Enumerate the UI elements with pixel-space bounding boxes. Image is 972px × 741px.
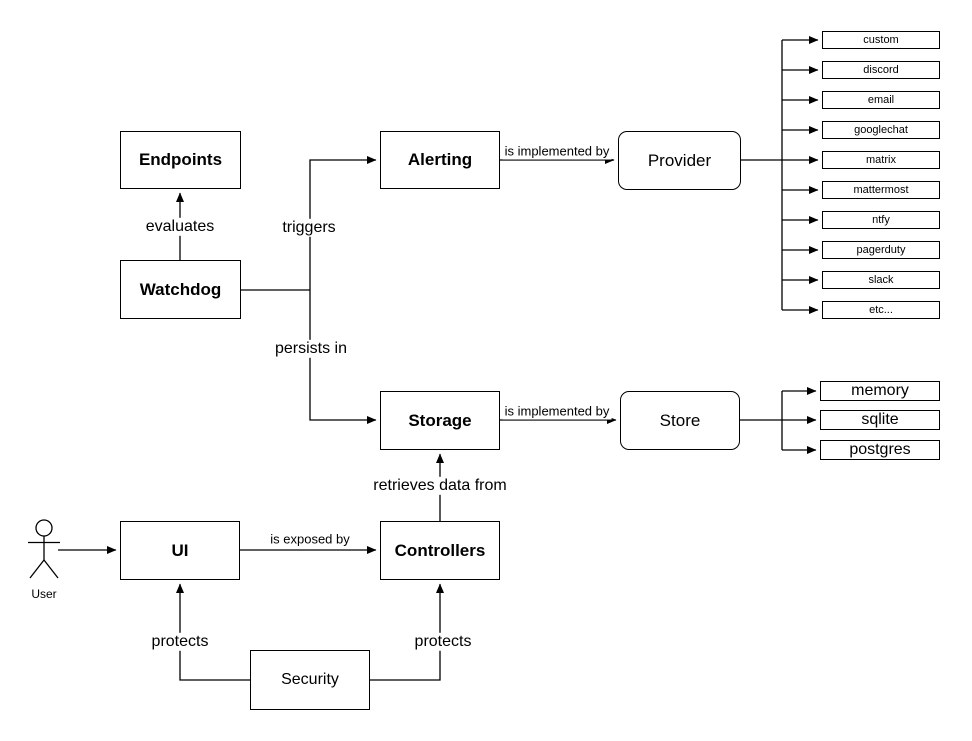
edge-store-bus bbox=[740, 391, 782, 450]
ui-node: UI bbox=[120, 521, 240, 580]
endpoints-node: Endpoints bbox=[120, 131, 241, 189]
edge-label-retrieves-data-from: retrieves data from bbox=[373, 476, 507, 494]
provider-leaf-slack: slack bbox=[822, 271, 940, 289]
provider-leaf-googlechat: googlechat bbox=[822, 121, 940, 139]
user-actor-label: User bbox=[31, 587, 57, 601]
alerting-node: Alerting bbox=[380, 131, 500, 189]
provider-leaf-pagerduty: pagerduty bbox=[822, 241, 940, 259]
edge-label-persists-in: persists in bbox=[274, 339, 348, 357]
edge-label-triggers: triggers bbox=[282, 218, 336, 236]
security-node: Security bbox=[250, 650, 370, 710]
user-actor-icon bbox=[28, 520, 60, 578]
storage-node: Storage bbox=[380, 391, 500, 450]
watchdog-node: Watchdog bbox=[120, 260, 241, 319]
provider-leaf-matrix: matrix bbox=[822, 151, 940, 169]
provider-node: Provider bbox=[618, 131, 741, 190]
edge-label-protects-controllers: protects bbox=[414, 632, 472, 650]
store-leaf-memory: memory bbox=[820, 381, 940, 401]
provider-leaf-custom: custom bbox=[822, 31, 940, 49]
store-node: Store bbox=[620, 391, 740, 450]
provider-leaf-discord: discord bbox=[822, 61, 940, 79]
edge-label-evaluates: evaluates bbox=[145, 217, 215, 235]
provider-leaf-etc: etc... bbox=[822, 301, 940, 319]
provider-leaf-mattermost: mattermost bbox=[822, 181, 940, 199]
provider-leaf-email: email bbox=[822, 91, 940, 109]
edge-label-is-implemented-by-provider: is implemented by bbox=[504, 143, 610, 159]
provider-leaf-ntfy: ntfy bbox=[822, 211, 940, 229]
edge-label-is-exposed-by: is exposed by bbox=[270, 531, 350, 547]
store-leaf-postgres: postgres bbox=[820, 440, 940, 460]
edge-label-protects-ui: protects bbox=[151, 632, 209, 650]
controllers-node: Controllers bbox=[380, 521, 500, 580]
edge-provider-bus bbox=[741, 40, 782, 310]
edge-label-is-implemented-by-store: is implemented by bbox=[504, 403, 610, 419]
store-leaf-sqlite: sqlite bbox=[820, 410, 940, 430]
